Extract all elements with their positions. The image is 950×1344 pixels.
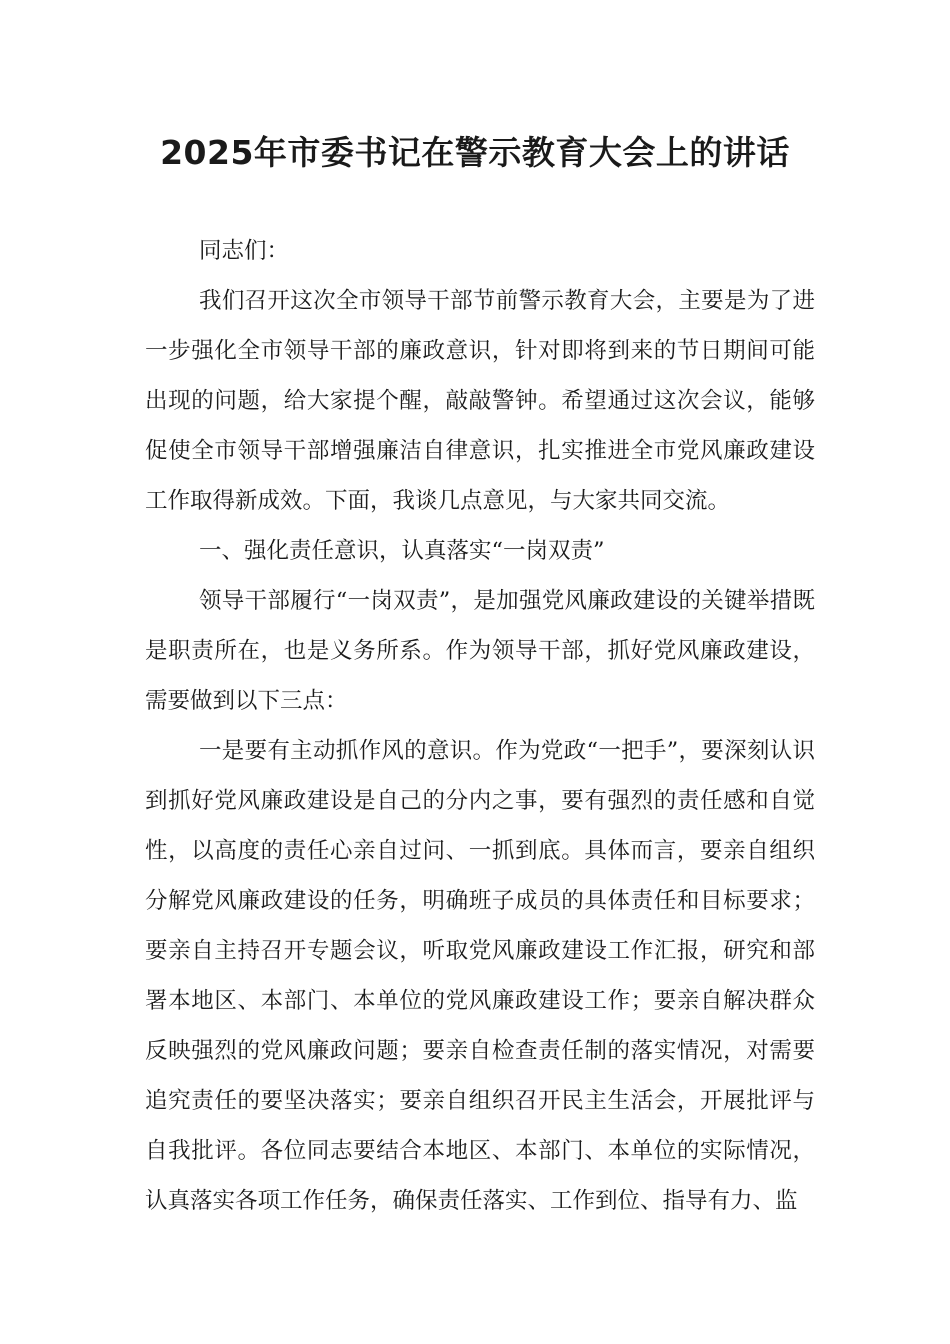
section-heading-1: 一、强化责任意识，认真落实“一岗双责” [199,538,605,564]
greeting: 同志们： [199,238,290,264]
paragraph-intro: 我们召开这次全市领导干部节前警示教育大会，主要是为了进一步强化全市领导干部的廉政意识，针对即将到来的节日期间可能出现的问题，给大家提个醒，敲敲警钟。希望通过这次会议，能够促使全市领导干部增强廉洁自律意识，扎实推进全市党风廉政建设工作取得新成效。下面，我谈几点意见，与大家共同交流。 [145,288,815,514]
paragraph-point-1: 一是要有主动抓作风的意识。作为党政“一把手”，要深刻认识到抓好党风廉政建设是自己的分内之事，要有强烈的责任感和自觉性，以高度的责任心亲自过问、一抓到底。具体而言，要亲自组织分解党风廉政建设的任务，明确班子成员的具体责任和目标要求；要亲自主持召开专题会议，听取党风廉政建设工作汇报，研究和部署本地区、本部门、本单位的党风廉政建设工作；要亲自解决群众反映强烈的党风廉政问题；要亲自检查责任制的落实情况，对需要追究责任的要坚决落实；要亲自组织召开民主生活会，开展批评与自我批评。各位同志要结合本地区、本部门、本单位的实际情况，认真落实各项工作任务，确保责任落实、工作到位、指导有力、监 [145,738,815,1214]
document-body [145,226,815,1226]
document-title: 2025年市委书记在警示教育大会上的讲话 [160,133,790,172]
paragraph-section-1-intro: 领导干部履行“一岗双责”，是加强党风廉政建设的关键举措既是职责所在，也是义务所系。作为领导干部，抓好党风廉政建设，需要做到以下三点： [145,588,815,714]
